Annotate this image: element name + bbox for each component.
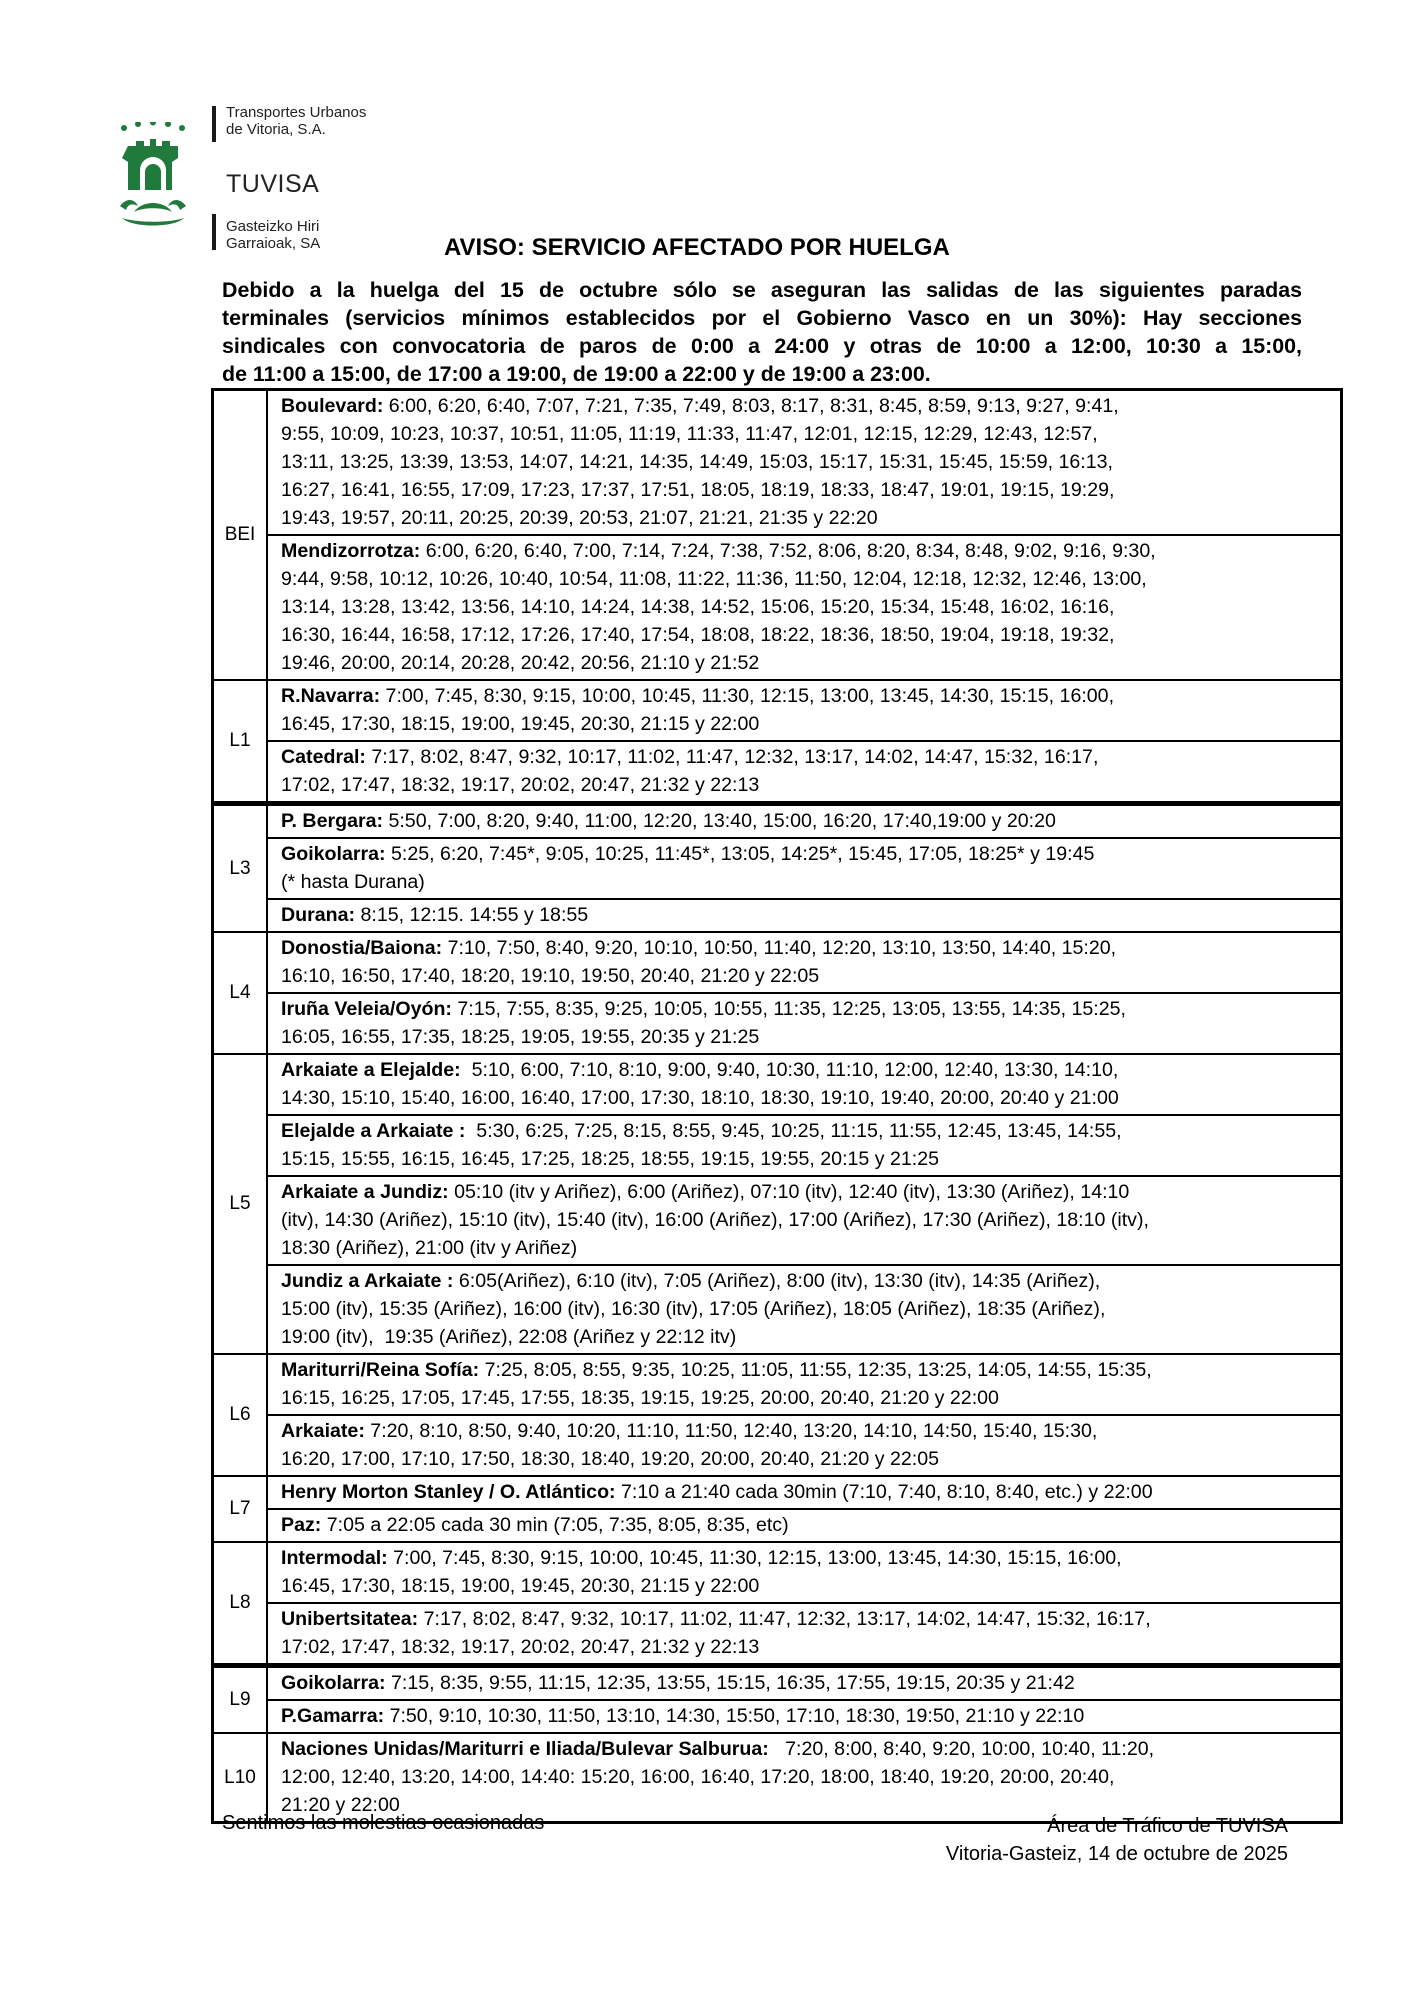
departure-times: 5:30, 6:25, 7:25, 8:15, 8:55, 9:45, 10:25, 11:15, 11:55, 12:45, 13:45, 14:55, <box>465 1120 1122 1142</box>
stop-name: R.Navarra: <box>281 685 381 707</box>
line-label: L7 <box>213 1476 268 1542</box>
schedule-line <box>281 1056 1340 1084</box>
stop-cell <box>267 1700 1342 1733</box>
line-label: L6 <box>213 1354 268 1476</box>
stop-cell <box>267 804 1342 839</box>
schedule-line <box>281 1417 1340 1445</box>
stop-cell <box>267 680 1342 741</box>
schedule-line <box>281 1633 1340 1661</box>
departure-times: 7:20, 8:10, 8:50, 9:40, 10:20, 11:10, 11:50, 12:40, 13:20, 14:10, 14:50, 15:40, 15:30, <box>364 1420 1098 1442</box>
stop-name: Donostia/Baiona: <box>281 937 443 959</box>
stop-name: Intermodal: <box>281 1547 388 1569</box>
stop-cell <box>267 1115 1342 1176</box>
stop-name: Iruña Veleia/Oyón: <box>281 998 452 1020</box>
stop-name: Arkaiate: <box>281 1420 365 1442</box>
schedule-line <box>281 1145 1340 1173</box>
departure-times: 16:30, 16:44, 16:58, 17:12, 17:26, 17:40, 17:54, 18:08, 18:22, 18:36, 18:50, 19:04, 19:18, 19:32, <box>281 624 1115 646</box>
logo-divider <box>212 106 216 142</box>
notice-intro <box>222 276 1302 388</box>
stop-cell <box>267 1354 1342 1415</box>
schedule-row <box>213 932 1342 993</box>
logo-divider <box>212 214 216 250</box>
departure-times: 13:14, 13:28, 13:42, 13:56, 14:10, 14:24, 14:38, 14:52, 15:06, 15:20, 15:34, 15:48, 16:02, 16:16, <box>281 596 1115 618</box>
schedule-row <box>213 838 1342 899</box>
stop-cell <box>267 535 1342 680</box>
departure-times: 7:50, 9:10, 10:30, 11:50, 13:10, 14:30, 15:50, 17:10, 18:30, 19:50, 21:10 y 22:10 <box>384 1705 1085 1727</box>
schedule-line <box>281 1572 1340 1600</box>
stop-cell <box>267 1176 1342 1265</box>
departure-times: 16:05, 16:55, 17:35, 18:25, 19:05, 19:55, 20:35 y 21:25 <box>281 1026 760 1048</box>
signature-block <box>946 1812 1288 1868</box>
schedule-row <box>213 899 1342 932</box>
departure-times: 19:46, 20:00, 20:14, 20:28, 20:42, 20:56, 21:10 y 21:52 <box>281 652 760 674</box>
stop-name: Henry Morton Stanley / O. Atlántico: <box>281 1481 616 1503</box>
schedule-table <box>211 388 1343 1824</box>
schedule-line <box>281 565 1340 593</box>
departure-times: 16:45, 17:30, 18:15, 19:00, 19:45, 20:30, 21:15 y 22:00 <box>281 1575 760 1597</box>
stop-cell <box>267 1666 1342 1701</box>
departure-times: 7:20, 8:00, 8:40, 9:20, 10:00, 10:40, 11:20, <box>768 1738 1155 1760</box>
stop-cell <box>267 1054 1342 1115</box>
schedule-row <box>213 1354 1342 1415</box>
line-label: L8 <box>213 1542 268 1666</box>
stop-cell <box>267 993 1342 1054</box>
schedule-row <box>213 535 1342 680</box>
logo-org-eu-line2: Garraioak, SA <box>226 235 321 252</box>
line-label: BEI <box>213 390 268 681</box>
schedule-line <box>281 934 1340 962</box>
line-label: L9 <box>213 1666 268 1734</box>
departure-times: 13:11, 13:25, 13:39, 13:53, 14:07, 14:21, 14:35, 14:49, 15:03, 15:17, 15:31, 15:45, 15:59, 16:13, <box>281 451 1113 473</box>
schedule-line <box>281 1356 1340 1384</box>
stop-name: Mendizorrotza: <box>281 540 421 562</box>
schedule-line <box>281 1323 1340 1351</box>
schedule-line <box>281 504 1340 532</box>
departure-times: 17:02, 17:47, 18:32, 19:17, 20:02, 20:47, 21:32 y 22:13 <box>281 1636 760 1658</box>
stop-cell <box>267 1733 1342 1823</box>
stop-name: Naciones Unidas/Mariturri e Iliada/Bulevar Salburua: <box>281 1738 769 1760</box>
stop-name: Paz: <box>281 1514 322 1536</box>
departure-times: 16:20, 17:00, 17:10, 17:50, 18:30, 18:40, 19:20, 20:00, 20:40, 21:20 y 22:05 <box>281 1448 940 1470</box>
stop-name: Mariturri/Reina Sofía: <box>281 1359 480 1381</box>
schedule-line <box>281 901 1340 929</box>
place-date: Vitoria-Gasteiz, 14 de octubre de 2025 <box>945 1843 1288 1865</box>
departure-times: (* hasta Durana) <box>281 871 425 893</box>
department-name: Área de Tráfico de TUVISA <box>1047 1815 1288 1837</box>
schedule-row <box>213 1509 1342 1542</box>
departure-times: 14:30, 15:10, 15:40, 16:00, 16:40, 17:00, 17:30, 18:10, 18:30, 19:10, 19:40, 20:00, 20:40 y 21:00 <box>281 1087 1119 1109</box>
stop-name: Durana: <box>281 904 356 926</box>
departure-times: 16:15, 16:25, 17:05, 17:45, 17:55, 18:35, 19:15, 19:25, 20:00, 20:40, 21:20 y 22:00 <box>281 1387 999 1409</box>
logo-brand: TUVISA <box>226 170 320 198</box>
stop-cell <box>267 1265 1342 1354</box>
schedule-row <box>213 1733 1342 1823</box>
schedule-row <box>213 1265 1342 1354</box>
stop-name: Jundiz a Arkaiate : <box>281 1270 454 1292</box>
line-label: L3 <box>213 804 268 933</box>
departure-times: 16:45, 17:30, 18:15, 19:00, 19:45, 20:30, 21:15 y 22:00 <box>281 713 760 735</box>
stop-name: Arkaiate a Jundiz: <box>281 1181 449 1203</box>
departure-times: 7:17, 8:02, 8:47, 9:32, 10:17, 11:02, 11:47, 12:32, 13:17, 14:02, 14:47, 15:32, 16:17, <box>365 746 1099 768</box>
schedule-row <box>213 993 1342 1054</box>
departure-times: 9:55, 10:09, 10:23, 10:37, 10:51, 11:05, 11:19, 11:33, 11:47, 12:01, 12:15, 12:29, 12:43, 12:57, <box>281 423 1098 445</box>
schedule-line <box>281 1605 1340 1633</box>
schedule-line <box>281 840 1340 868</box>
schedule-line <box>281 868 1340 896</box>
schedule-line <box>281 807 1340 835</box>
apology-text: Sentimos las molestias ocasionadas <box>222 1812 545 1834</box>
stop-cell <box>267 1415 1342 1476</box>
stop-name: Unibertsitatea: <box>281 1608 419 1630</box>
schedule-line <box>281 448 1340 476</box>
stop-cell <box>267 932 1342 993</box>
stop-cell <box>267 1476 1342 1509</box>
departure-times: 6:00, 6:20, 6:40, 7:07, 7:21, 7:35, 7:49, 8:03, 8:17, 8:31, 8:45, 8:59, 9:13, 9:27, 9:41, <box>383 395 1119 417</box>
stop-name: P. Bergara: <box>281 810 384 832</box>
schedule-line <box>281 1384 1340 1412</box>
departure-times: 8:15, 12:15. 14:55 y 18:55 <box>355 904 589 926</box>
stop-name: Goikolarra: <box>281 843 386 865</box>
departure-times: 15:15, 15:55, 16:15, 16:45, 17:25, 18:25, 18:55, 19:15, 19:55, 20:15 y 21:25 <box>281 1148 940 1170</box>
stop-cell <box>267 390 1342 536</box>
stop-cell <box>267 838 1342 899</box>
schedule-row <box>213 1542 1342 1603</box>
intro-line: de 11:00 a 15:00, de 17:00 a 19:00, de 19:00 a 22:00 y de 19:00 a 23:00. <box>222 362 931 386</box>
schedule-line <box>281 649 1340 677</box>
schedule-row <box>213 1176 1342 1265</box>
departure-times: 5:10, 6:00, 7:10, 8:10, 9:00, 9:40, 10:30, 11:10, 12:00, 12:40, 13:30, 14:10, <box>460 1059 1119 1081</box>
schedule-row <box>213 1115 1342 1176</box>
departure-times: 17:02, 17:47, 18:32, 19:17, 20:02, 20:47, 21:32 y 22:13 <box>281 774 760 796</box>
logo-org-eu-line1: Gasteizko Hiri <box>226 218 320 235</box>
schedule-line <box>281 710 1340 738</box>
line-label: L4 <box>213 932 268 1054</box>
schedule-line <box>281 1084 1340 1112</box>
schedule-line <box>281 1478 1340 1506</box>
schedule-row <box>213 390 1342 536</box>
schedule-line <box>281 1669 1340 1697</box>
departure-times: 19:00 (itv), 19:35 (Ariñez), 22:08 (Ariñez y 22:12 itv) <box>281 1326 737 1348</box>
schedule-line <box>281 1735 1340 1763</box>
departure-times: 05:10 (itv y Ariñez), 6:00 (Ariñez), 07:10 (itv), 12:40 (itv), 13:30 (Ariñez), 14:10 <box>448 1181 1130 1203</box>
schedule-line <box>281 420 1340 448</box>
schedule-row <box>213 804 1342 839</box>
departure-times: (itv), 14:30 (Ariñez), 15:10 (itv), 15:40 (itv), 16:00 (Ariñez), 17:00 (Ariñez), 17:30 (Ariñez), 18:10 (itv), <box>281 1209 1149 1231</box>
stop-cell <box>267 1603 1342 1666</box>
schedule-line <box>281 1511 1340 1539</box>
logo-org-line1: Transportes Urbanos <box>226 104 367 121</box>
schedule-line <box>281 1234 1340 1262</box>
schedule-line <box>281 1117 1340 1145</box>
logo-org-line2: de Vitoria, S.A. <box>226 121 326 138</box>
notice-title: AVISO: SERVICIO AFECTADO POR HUELGA <box>444 234 950 261</box>
departure-times: 7:05 a 22:05 cada 30 min (7:05, 7:35, 8:05, 8:35, etc) <box>321 1514 789 1536</box>
schedule-line <box>281 1763 1340 1791</box>
departure-times: 7:00, 7:45, 8:30, 9:15, 10:00, 10:45, 11:30, 12:15, 13:00, 13:45, 14:30, 15:15, 16:00, <box>387 1547 1122 1569</box>
stop-name: Catedral: <box>281 746 366 768</box>
stop-cell <box>267 899 1342 932</box>
schedule-row <box>213 680 1342 741</box>
schedule-line <box>281 995 1340 1023</box>
departure-times: 19:43, 19:57, 20:11, 20:25, 20:39, 20:53, 21:07, 21:21, 21:35 y 22:20 <box>281 507 878 529</box>
schedule-line <box>281 537 1340 565</box>
schedule-row <box>213 1603 1342 1666</box>
stop-cell <box>267 1509 1342 1542</box>
schedule-line <box>281 771 1340 799</box>
stop-name: Boulevard: <box>281 395 384 417</box>
schedule-row <box>213 1415 1342 1476</box>
schedule-line <box>281 682 1340 710</box>
departure-times: 16:27, 16:41, 16:55, 17:09, 17:23, 17:37, 17:51, 18:05, 18:19, 18:33, 18:47, 19:01, 19:15, 19:29, <box>281 479 1115 501</box>
schedule-line <box>281 1023 1340 1051</box>
schedule-row <box>213 741 1342 804</box>
intro-line: sindicales con convocatoria de paros de 0:00 a 24:00 y otras de 10:00 a 12:00, 10:30 a 15:00, <box>222 334 1302 358</box>
departure-times: 16:10, 16:50, 17:40, 18:20, 19:10, 19:50, 20:40, 21:20 y 22:05 <box>281 965 820 987</box>
schedule-line <box>281 1295 1340 1323</box>
departure-times: 6:00, 6:20, 6:40, 7:00, 7:14, 7:24, 7:38, 7:52, 8:06, 8:20, 8:34, 8:48, 9:02, 9:16, 9:30, <box>420 540 1156 562</box>
line-label: L5 <box>213 1054 268 1354</box>
schedule-row <box>213 1054 1342 1115</box>
departure-times: 15:00 (itv), 15:35 (Ariñez), 16:00 (itv), 16:30 (itv), 17:05 (Ariñez), 18:05 (Ariñez), 18:35 (Ariñez), <box>281 1298 1106 1320</box>
schedule-line <box>281 1206 1340 1234</box>
departure-times: 7:15, 7:55, 8:35, 9:25, 10:05, 10:55, 11:35, 12:25, 13:05, 13:55, 14:35, 15:25, <box>451 998 1126 1020</box>
departure-times: 12:00, 12:40, 13:20, 14:00, 14:40: 15:20, 16:00, 16:40, 17:20, 18:00, 18:40, 19:20, 20:00, 20:40, <box>281 1766 1115 1788</box>
departure-times: 5:25, 6:20, 7:45*, 9:05, 10:25, 11:45*, 13:05, 14:25*, 15:45, 17:05, 18:25* y 19:45 <box>385 843 1095 865</box>
stop-cell <box>267 741 1342 804</box>
departure-times: 7:15, 8:35, 9:55, 11:15, 12:35, 13:55, 15:15, 16:35, 17:55, 19:15, 20:35 y 21:42 <box>385 1672 1075 1694</box>
schedule-line <box>281 1178 1340 1206</box>
departure-times: 7:10, 7:50, 8:40, 9:20, 10:10, 10:50, 11:40, 12:20, 13:10, 13:50, 14:40, 15:20, <box>442 937 1117 959</box>
departure-times: 21:20 y 22:00 <box>281 1794 400 1816</box>
departure-times: 6:05(Ariñez), 6:10 (itv), 7:05 (Ariñez), 8:00 (itv), 13:30 (itv), 14:35 (Ariñez), <box>453 1270 1101 1292</box>
departure-times: 9:44, 9:58, 10:12, 10:26, 10:40, 10:54, 11:08, 11:22, 11:36, 11:50, 12:04, 12:18, 12:32, 12:46, 13:00, <box>281 568 1147 590</box>
departure-times: 7:25, 8:05, 8:55, 9:35, 10:25, 11:05, 11:55, 12:35, 13:25, 14:05, 14:55, 15:35, <box>479 1359 1152 1381</box>
departure-times: 7:00, 7:45, 8:30, 9:15, 10:00, 10:45, 11:30, 12:15, 13:00, 13:45, 14:30, 15:15, 16:00, <box>380 685 1115 707</box>
intro-line: terminales (servicios mínimos establecidos por el Gobierno Vasco en un 30%): Hay secciones <box>222 306 1302 330</box>
schedule-line <box>281 1544 1340 1572</box>
schedule-line <box>281 593 1340 621</box>
stop-name: P.Gamarra: <box>281 1705 385 1727</box>
schedule-line <box>281 1267 1340 1295</box>
intro-line: Debido a la huelga del 15 de octubre sólo se aseguran las salidas de las siguientes paradas <box>222 278 1302 302</box>
stop-cell <box>267 1542 1342 1603</box>
tuvisa-logo <box>118 100 438 260</box>
schedule-line <box>281 1702 1340 1730</box>
departure-times: 18:30 (Ariñez), 21:00 (itv y Ariñez) <box>281 1237 578 1259</box>
stop-name: Elejalde a Arkaiate : <box>281 1120 466 1142</box>
schedule-line <box>281 1445 1340 1473</box>
departure-times: 7:17, 8:02, 8:47, 9:32, 10:17, 11:02, 11:47, 12:32, 13:17, 14:02, 14:47, 15:32, 16:17, <box>418 1608 1151 1630</box>
schedule-line <box>281 392 1340 420</box>
schedule-row <box>213 1700 1342 1733</box>
line-label: L10 <box>213 1733 268 1823</box>
stop-name: Arkaiate a Elejalde: <box>281 1059 461 1081</box>
schedule-line <box>281 476 1340 504</box>
line-label: L1 <box>213 680 268 804</box>
schedule-row <box>213 1476 1342 1509</box>
departure-times: 5:50, 7:00, 8:20, 9:40, 11:00, 12:20, 13:40, 15:00, 16:20, 17:40,19:00 y 20:20 <box>383 810 1056 832</box>
schedule-line <box>281 621 1340 649</box>
schedule-line <box>281 743 1340 771</box>
schedule-row <box>213 1666 1342 1701</box>
departure-times: 7:10 a 21:40 cada 30min (7:10, 7:40, 8:10, 8:40, etc.) y 22:00 <box>615 1481 1153 1503</box>
stop-name: Goikolarra: <box>281 1672 386 1694</box>
schedule-line <box>281 962 1340 990</box>
city-crest-icon <box>118 122 188 242</box>
